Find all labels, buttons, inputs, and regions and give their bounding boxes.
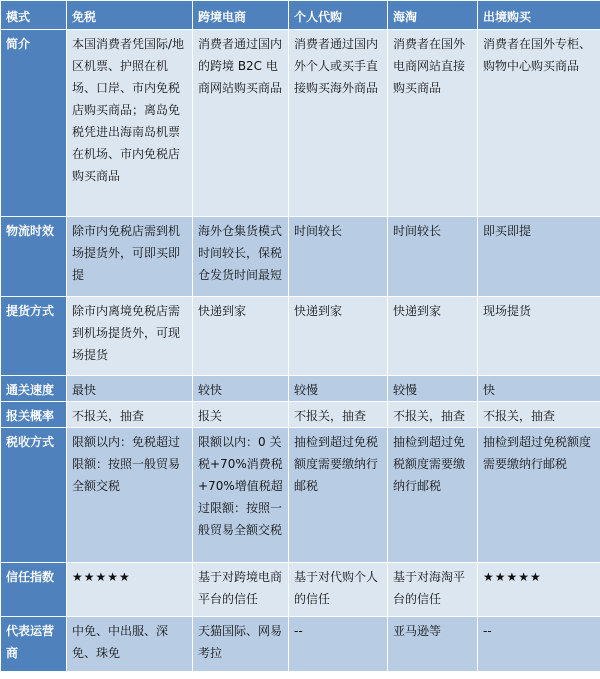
table-cell: 本国消费者凭国际/地区机票、护照在机场、口岸、市内免税店购买商品；离岛免税凭进出海南岛机票在机场、市内免税店购买商品 bbox=[67, 30, 193, 217]
row-label: 简介 bbox=[1, 30, 67, 217]
table-cell: -- bbox=[289, 617, 388, 672]
table-cell: 不报关，抽查 bbox=[478, 402, 600, 428]
table-cell: 消费者在国外电商网站直接购买商品 bbox=[388, 30, 478, 217]
table-cell: 不报关，抽查 bbox=[67, 402, 193, 428]
table-cell: 限额以内：免税超过限额：按照一般贸易全额交税 bbox=[67, 428, 193, 563]
table-cell: 最快 bbox=[67, 376, 193, 402]
table-cell: 不报关，抽查 bbox=[289, 402, 388, 428]
header-mode: 模式 bbox=[1, 1, 67, 30]
table-cell: 中免、中出服、深免、珠免 bbox=[67, 617, 193, 672]
row-label: 税收方式 bbox=[1, 428, 67, 563]
table-cell: 除市内免税店需到机场提货外，可即买即提 bbox=[67, 217, 193, 297]
table-cell: 报关 bbox=[193, 402, 289, 428]
header-outbound: 出境购买 bbox=[478, 1, 600, 30]
row-label: 报关概率 bbox=[1, 402, 67, 428]
table-cell: 较快 bbox=[193, 376, 289, 402]
table-cell: 现场提货 bbox=[478, 297, 600, 376]
rating-stars: ★★★★★ bbox=[67, 563, 193, 617]
table-row bbox=[1, 563, 600, 617]
table-cell: 快递到家 bbox=[289, 297, 388, 376]
row-label: 通关速度 bbox=[1, 376, 67, 402]
table-cell: 快递到家 bbox=[193, 297, 289, 376]
table-cell: 时间较长 bbox=[388, 217, 478, 297]
table-cell: 海外仓集货模式时间较长，保税仓发货时间最短 bbox=[193, 217, 289, 297]
row-label: 物流时效 bbox=[1, 217, 67, 297]
header-haitao: 海淘 bbox=[388, 1, 478, 30]
rating-stars: ★★★★★ bbox=[478, 563, 600, 617]
table-cell: 基于对代购个人的信任 bbox=[289, 563, 388, 617]
table-row bbox=[1, 376, 600, 402]
table-cell: 除市内离境免税店需到机场提货外，可现场提货 bbox=[67, 297, 193, 376]
header-cross-border: 跨境电商 bbox=[193, 1, 289, 30]
table-cell: 消费者在国外专柜、购物中心购买商品 bbox=[478, 30, 600, 217]
table-cell: 消费者通过国内外个人或买手直接购买海外商品 bbox=[289, 30, 388, 217]
table-cell: 基于对跨境电商平台的信任 bbox=[193, 563, 289, 617]
row-label: 信任指数 bbox=[1, 563, 67, 617]
table-cell: -- bbox=[478, 617, 600, 672]
row-label: 提货方式 bbox=[1, 297, 67, 376]
table-row bbox=[1, 297, 600, 376]
table-row bbox=[1, 428, 600, 563]
table-row bbox=[1, 30, 600, 217]
table-cell: 抽检到超过免税额度需要缴纳行邮税 bbox=[388, 428, 478, 563]
table-cell: 时间较长 bbox=[289, 217, 388, 297]
table-row bbox=[1, 217, 600, 297]
table-cell: 亚马逊等 bbox=[388, 617, 478, 672]
table-cell: 快递到家 bbox=[388, 297, 478, 376]
table-cell: 快 bbox=[478, 376, 600, 402]
table-cell: 抽检到超过免税额度需要缴纳行邮税 bbox=[289, 428, 388, 563]
table-row bbox=[1, 402, 600, 428]
row-label: 代表运营商 bbox=[1, 617, 67, 672]
table-cell: 不报关，抽查 bbox=[388, 402, 478, 428]
header-personal-purchase: 个人代购 bbox=[289, 1, 388, 30]
table-cell: 基于对海淘平台的信任 bbox=[388, 563, 478, 617]
table-cell: 即买即提 bbox=[478, 217, 600, 297]
table-cell: 消费者通过国内的跨境 B2C 电商网站购买商品 bbox=[193, 30, 289, 217]
table-cell: 天猫国际、网易考拉 bbox=[193, 617, 289, 672]
header-duty-free: 免税 bbox=[67, 1, 193, 30]
table-cell: 抽检到超过免税额度需要缴纳行邮税 bbox=[478, 428, 600, 563]
header-row bbox=[1, 1, 600, 30]
table-cell: 较慢 bbox=[388, 376, 478, 402]
table-cell: 限额以内：0 关税+70%消费税+70%增值税超过限额：按照一般贸易全额交税 bbox=[193, 428, 289, 563]
table-cell: 较慢 bbox=[289, 376, 388, 402]
table-row bbox=[1, 617, 600, 672]
